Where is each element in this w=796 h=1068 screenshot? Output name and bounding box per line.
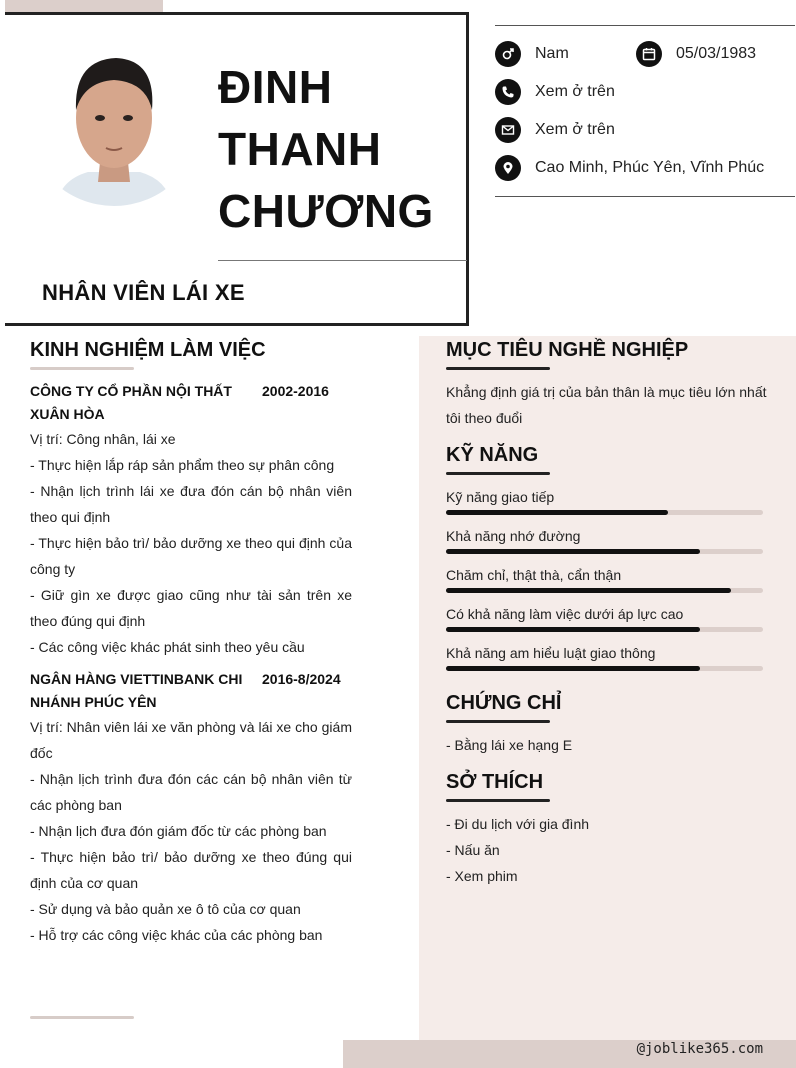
hobbies-underline <box>446 799 550 802</box>
job-line: Vị trí: Công nhân, lái xe <box>30 431 176 447</box>
job-line: - Thực hiện lắp ráp sản phẩm theo sự phân công <box>30 457 335 473</box>
skill-item <box>446 526 763 565</box>
skill-item <box>446 604 763 643</box>
skill-label: Khả năng nhớ đường <box>446 528 581 544</box>
person-portrait-icon <box>26 30 202 206</box>
job-line: - Giữ gìn xe được giao cũng như tài sản trên xe theo đúng qui định <box>30 587 352 629</box>
skill-item <box>446 565 763 604</box>
contact-phone <box>495 79 615 105</box>
experience-title: KINH NGHIỆM LÀM VIỆC <box>30 339 266 361</box>
hobby-item: - Nấu ăn <box>446 842 500 858</box>
name-line: ĐINH <box>218 61 333 113</box>
skill-bar <box>446 627 763 632</box>
contact-birthday <box>636 41 756 67</box>
skill-bar-fill <box>446 627 700 632</box>
skill-item <box>446 643 763 682</box>
experience-list <box>30 380 352 956</box>
job-entry <box>30 380 352 660</box>
gender-value: Nam <box>535 45 569 62</box>
skill-label: Chăm chỉ, thật thà, cẩn thận <box>446 567 622 583</box>
job-line: - Thực hiện bảo trì/ bảo dưỡng xe theo qui định của công ty <box>30 535 352 577</box>
name-divider <box>218 260 467 261</box>
hobbies-title: SỞ THÍCH <box>446 771 544 793</box>
contact-address <box>495 155 764 181</box>
location-icon <box>495 155 521 181</box>
profile-photo <box>26 30 202 206</box>
mail-icon <box>495 117 521 143</box>
job-company: CÔNG TY CỔ PHẦN NỘI THẤT XUÂN HÒA <box>30 383 232 422</box>
address-value: Cao Minh, Phúc Yên, Vĩnh Phúc <box>535 159 765 176</box>
certificates-underline <box>446 720 550 723</box>
objective-underline <box>446 367 550 370</box>
job-line: - Nhận lịch trình lái xe đưa đón cán bộ nhân viên theo qui định <box>30 483 352 525</box>
skill-bar <box>446 588 763 593</box>
skill-bar-fill <box>446 549 700 554</box>
job-line: - Các công việc khác phát sinh theo yêu cầu <box>30 639 305 655</box>
calendar-icon <box>636 41 662 67</box>
name-line: THANH <box>218 123 382 175</box>
job-line: - Hỗ trợ các công việc khác của các phòng ban <box>30 927 323 943</box>
phone-icon <box>495 79 521 105</box>
job-entry <box>30 668 352 948</box>
certificates-list <box>446 732 572 758</box>
objective-title: MỤC TIÊU NGHỀ NGHIỆP <box>446 339 689 361</box>
skill-bar <box>446 549 763 554</box>
skills-title: KỸ NĂNG <box>446 444 539 466</box>
name-line: CHƯƠNG <box>218 185 434 237</box>
skill-label: Khả năng am hiểu luật giao thông <box>446 645 656 661</box>
contact-email <box>495 117 615 143</box>
job-line: - Nhận lịch đưa đón giám đốc từ các phòng ban <box>30 823 327 839</box>
skill-bar <box>446 666 763 671</box>
objective-text: Khẳng định giá trị của bản thân là mục tiêu lớn nhất tôi theo đuổi <box>446 384 767 426</box>
footer-watermark: @joblike365.com <box>636 1041 763 1057</box>
full-name <box>218 56 463 242</box>
hobby-item: - Đi du lịch với gia đình <box>446 816 590 832</box>
bottom-decor-line <box>30 1016 134 1019</box>
contact-bottom-rule <box>495 196 795 197</box>
skill-item <box>446 487 763 526</box>
job-line: - Nhận lịch trình đưa đón các cán bộ nhân viên từ các phòng ban <box>30 771 352 813</box>
skills-underline <box>446 472 550 475</box>
skill-bar-fill <box>446 666 700 671</box>
experience-underline <box>30 367 134 370</box>
skills-list <box>446 487 763 682</box>
skill-bar-fill <box>446 510 668 515</box>
job-line: Vị trí: Nhân viên lái xe văn phòng và lái xe cho giám đốc <box>30 719 352 761</box>
birthday-value: 05/03/1983 <box>676 45 757 62</box>
job-title: NHÂN VIÊN LÁI XE <box>42 280 245 305</box>
right-column-background <box>419 336 796 1041</box>
hobbies-list <box>446 811 589 889</box>
skill-bar-fill <box>446 588 731 593</box>
skill-label: Có khả năng làm việc dưới áp lực cao <box>446 606 684 622</box>
gender-icon <box>495 41 521 67</box>
certificate-item: - Bằng lái xe hạng E <box>446 737 573 753</box>
skill-label: Kỹ năng giao tiếp <box>446 489 555 505</box>
skill-bar <box>446 510 763 515</box>
job-company: NGÂN HÀNG VIETTINBANK CHI NHÁNH PHÚC YÊN <box>30 671 243 710</box>
job-period: 2016-8/2024 <box>262 671 341 687</box>
job-period: 2002-2016 <box>262 383 329 399</box>
email-value: Xem ở trên <box>535 121 615 138</box>
job-line: - Thực hiện bảo trì/ bảo dưỡng xe theo đúng qui định của cơ quan <box>30 849 352 891</box>
certificates-title: CHỨNG CHỈ <box>446 692 562 714</box>
hobby-item: - Xem phim <box>446 868 518 884</box>
contact-gender <box>495 41 569 67</box>
job-line: - Sử dụng và bảo quản xe ô tô của cơ quan <box>30 901 301 917</box>
contact-top-rule <box>495 25 795 26</box>
phone-value: Xem ở trên <box>535 83 615 100</box>
